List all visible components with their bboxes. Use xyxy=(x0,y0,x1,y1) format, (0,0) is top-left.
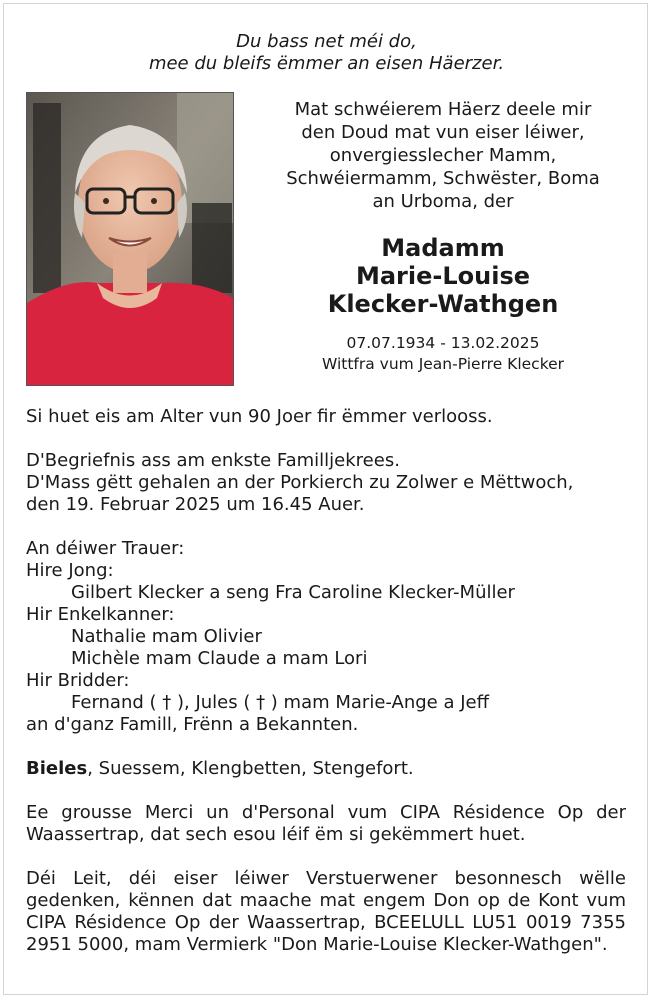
son-label: Hire Jong: xyxy=(26,560,114,581)
deceased-last-name: Klecker-Wathgen xyxy=(327,290,559,318)
deceased-name xyxy=(262,234,624,318)
widow-of: Wittfra vum Jean-Pierre Klecker xyxy=(321,355,565,373)
thanks-paragraph: Ee grousse Merci un d'Personal vum CIPA Résidence Op der Waassertrap, dat sech esou léif ëm si gekëmmert huet. xyxy=(26,802,626,845)
places-bold: Bieles xyxy=(26,758,88,779)
motto-line-1: Du bass net méi do, xyxy=(236,31,417,52)
portrait-illustration xyxy=(27,93,233,385)
intro-line: Mat schwéierem Häerz deele mir xyxy=(294,99,592,120)
life-dates: 07.07.1934 - 13.02.2025 xyxy=(346,334,540,352)
mourners-heading: An déiwer Trauer: xyxy=(26,538,185,559)
places-rest: , Suessem, Klengbetten, Stengefort. xyxy=(87,758,414,779)
deceased-title: Madamm xyxy=(381,234,505,262)
motto-line-2: mee du bleifs ëmmer an eisen Häerzer. xyxy=(148,53,505,74)
grandchild-name: Michèle mam Claude a mam Lori xyxy=(71,648,368,669)
places-line xyxy=(26,758,626,780)
portrait-photo xyxy=(26,92,234,386)
age-sentence: Si huet eis am Alter vun 90 Joer fir ëmmer verlooss. xyxy=(26,406,493,427)
grandchildren-label: Hir Enkelkanner: xyxy=(26,604,175,625)
intro-line: den Doud mat vun eiser léiwer, xyxy=(301,122,585,143)
announcement-body xyxy=(26,406,626,956)
funeral-line-2: D'Mass gëtt gehalen an der Porkierch zu Zolwer e Mëttwoch, xyxy=(26,472,574,493)
announcement-intro xyxy=(262,98,624,213)
siblings-names: Fernand ( † ), Jules ( † ) mam Marie-Ange a Jeff xyxy=(71,692,489,713)
intro-line: onvergiesslecher Mamm, xyxy=(329,145,557,166)
deceased-details xyxy=(262,333,624,375)
intro-line: an Urboma, der xyxy=(372,191,514,212)
others-line: an d'ganz Famill, Frënn a Bekannten. xyxy=(26,714,359,735)
deceased-first-name: Marie-Louise xyxy=(355,262,531,290)
grandchild-name: Nathalie mam Olivier xyxy=(71,626,262,647)
son-name: Gilbert Klecker a seng Fra Caroline Klecker-Müller xyxy=(71,582,515,603)
siblings-label: Hir Bridder: xyxy=(26,670,130,691)
funeral-line-3: den 19. Februar 2025 um 16.45 Auer. xyxy=(26,494,365,515)
donation-paragraph: Déi Leit, déi eiser léiwer Verstuerwener besonnesch wëlle gedenken, kënnen dat maache mat engem Don op de Kont vum CIPA Résidence Op der Waassertrap, BCEELULL LU51 0019 7355 2951 5000, mam Vermierk "Don Marie-Louise Klecker-Wathgen". xyxy=(26,868,626,955)
funeral-line-1: D'Begriefnis ass am enkste Familljekrees. xyxy=(26,450,400,471)
intro-line: Schwéiermamm, Schwëster, Boma xyxy=(286,168,600,189)
motto xyxy=(0,31,653,75)
